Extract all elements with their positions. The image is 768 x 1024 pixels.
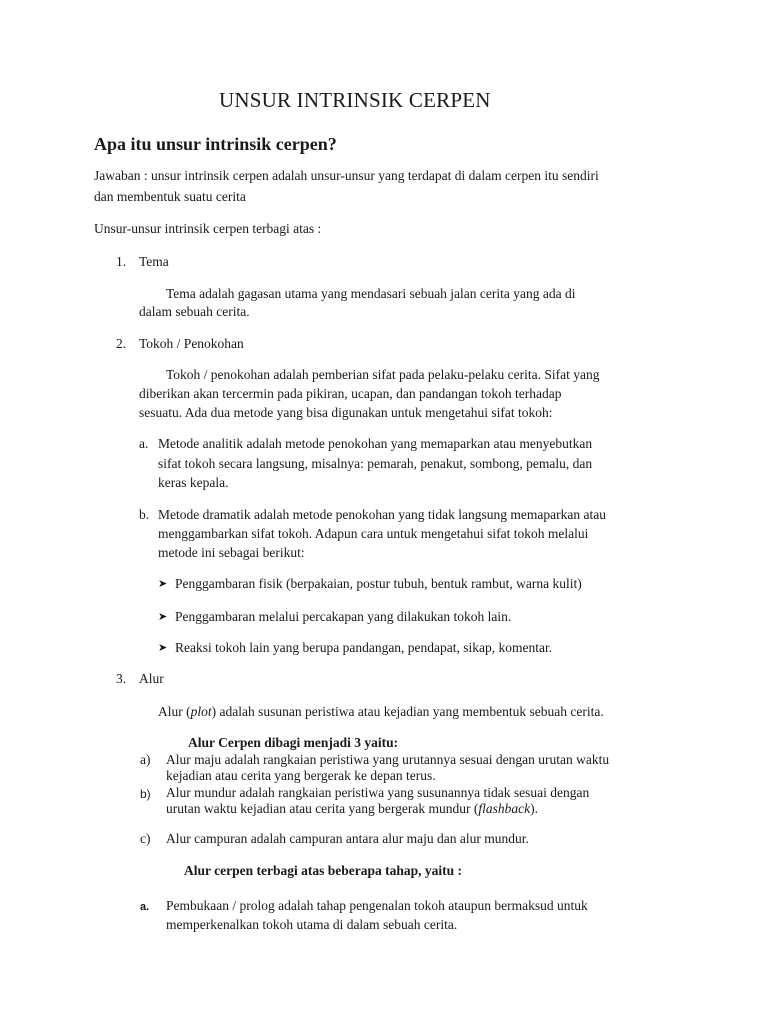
paragraph-line: kejadian atau cerita yang bergerak ke depan terus. (166, 768, 436, 783)
paragraph-line: Metode analitik adalah metode penokohan yang memaparkan atau menyebutkan (158, 436, 593, 451)
list-number: 2. (116, 336, 127, 351)
list-item-label: Alur (139, 671, 164, 686)
paragraph-line: dalam sebuah cerita. (139, 304, 250, 319)
paragraph-line: Pembukaan / prolog adalah tahap pengenalan tokoh ataupun bermaksud untuk (166, 898, 588, 913)
paragraph-line: keras kepala. (158, 475, 229, 490)
arrow-bullet-icon: ➤ (158, 577, 168, 590)
answer-line-2: dan membentuk suatu cerita (94, 189, 246, 204)
section-heading: Apa itu unsur intrinsik cerpen? (94, 134, 337, 154)
arrow-bullet-icon: ➤ (158, 610, 168, 623)
bullet-item: Penggambaran fisik (berpakaian, postur tubuh, bentuk rambut, warna kulit) (175, 576, 582, 591)
paragraph-line: memperkenalkan tokoh utama di dalam sebuah cerita. (166, 917, 458, 932)
sub-heading: Alur cerpen terbagi atas beberapa tahap, yaitu : (184, 863, 462, 878)
list-number: 3. (116, 671, 127, 686)
sub-list-marker: b) (140, 787, 151, 801)
sub-list-marker: a) (140, 752, 151, 767)
bullet-item: Penggambaran melalui percakapan yang dilakukan tokoh lain. (175, 609, 512, 624)
answer-line-1: Jawaban : unsur intrinsik cerpen adalah unsur-unsur yang terdapat di dalam cerpen itu sendiri (94, 168, 599, 183)
paragraph-line: Alur mundur adalah rangkaian peristiwa yang susunannya tidak sesuai dengan (166, 785, 590, 800)
list-item-label: Tokoh / Penokohan (139, 336, 244, 351)
paragraph-line: Tema adalah gagasan utama yang mendasari sebuah jalan cerita yang ada di (166, 286, 576, 301)
paragraph-line: Tokoh / penokohan adalah pemberian sifat pada pelaku-pelaku cerita. Sifat yang (166, 367, 600, 382)
paragraph-line: metode ini sebagai berikut: (158, 545, 305, 560)
arrow-bullet-icon: ➤ (158, 641, 168, 654)
document-title: UNSUR INTRINSIK CERPEN (219, 88, 491, 112)
paragraph-line: Alur campuran adalah campuran antara alur maju dan alur mundur. (166, 831, 529, 846)
list-number: 1. (116, 254, 127, 269)
sub-heading: Alur Cerpen dibagi menjadi 3 yaitu: (188, 735, 399, 750)
paragraph-line: urutan waktu kejadian atau cerita yang bergerak mundur (flashback). (166, 801, 538, 816)
list-item-label: Tema (139, 254, 169, 269)
sub-list-marker: b. (139, 507, 150, 522)
paragraph-line: diberikan akan tercermin pada pikiran, ucapan, dan pandangan tokoh terhadap (139, 386, 562, 401)
sub-list-marker: a. (140, 901, 150, 913)
paragraph-line: sesuatu. Ada dua metode yang bisa digunakan untuk mengetahui sifat tokoh: (139, 405, 553, 420)
paragraph-line: Metode dramatik adalah metode penokohan yang tidak langsung memaparkan atau (158, 507, 606, 522)
paragraph-line: sifat tokoh secara langsung, misalnya: pemarah, penakut, sombong, pemalu, dan (158, 456, 593, 471)
sub-list-marker: a. (139, 436, 149, 451)
paragraph-line: Alur maju adalah rangkaian peristiwa yang urutannya sesuai dengan urutan waktu (166, 752, 610, 767)
paragraph-line: Alur (plot) adalah susunan peristiwa atau kejadian yang membentuk sebuah cerita. (158, 704, 604, 719)
division-text: Unsur-unsur intrinsik cerpen terbagi atas : (94, 221, 322, 236)
sub-list-marker: c) (140, 831, 151, 846)
paragraph-line: menggambarkan sifat tokoh. Adapun cara untuk mengetahui sifat tokoh melalui (158, 526, 589, 541)
bullet-item: Reaksi tokoh lain yang berupa pandangan, pendapat, sikap, komentar. (175, 640, 553, 655)
